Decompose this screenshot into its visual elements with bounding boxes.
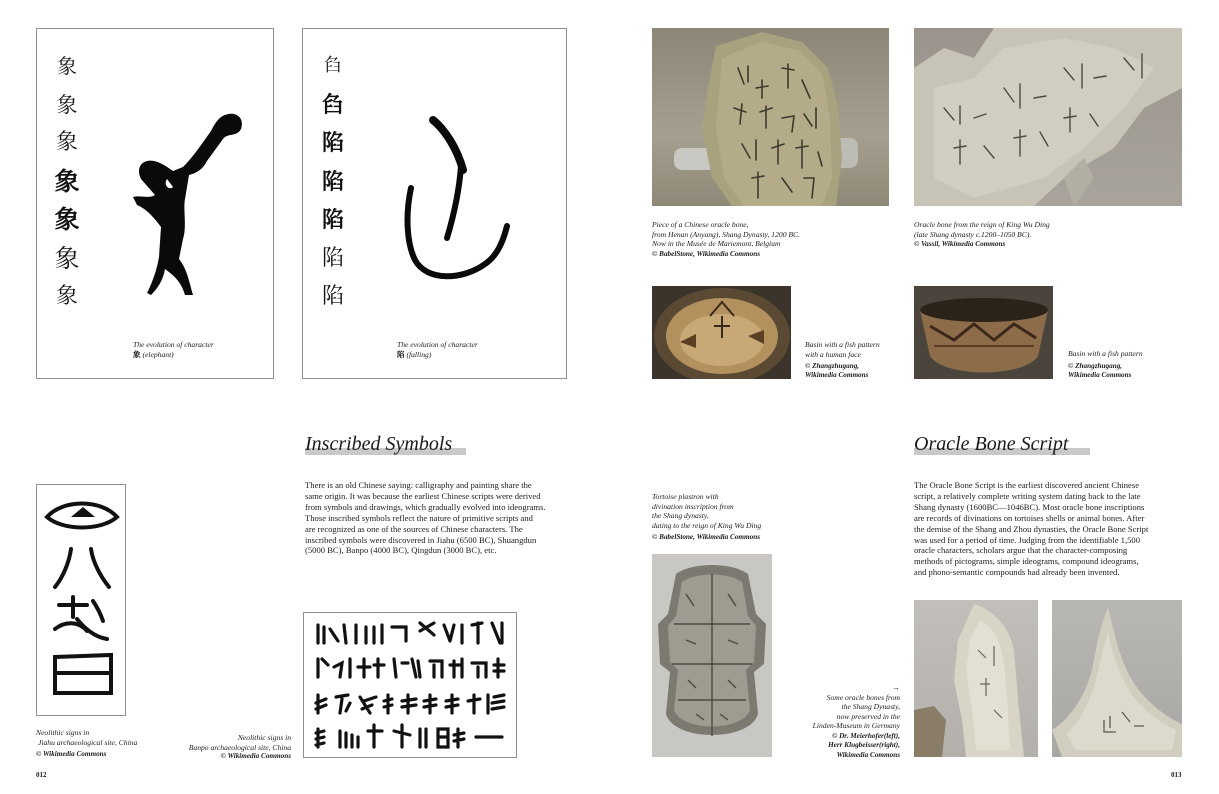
falling-evolution-panel (302, 28, 567, 379)
tortoise-caption-line: divination inscription from (652, 501, 734, 511)
tortoise-caption-line: Tortoise plastron with (652, 492, 719, 501)
basin-credit-1 (805, 362, 868, 381)
shang-bone-shape-left (914, 600, 1038, 757)
jiahu-caption-line: Jiahu archaeological site, China (38, 737, 138, 747)
falling-glyph: 陷 (321, 207, 344, 233)
page-number-left: 012 (36, 771, 47, 779)
falling-pictogram (403, 114, 515, 284)
shang-bones-credit-line: Herr Klugbeisser(right), (828, 741, 900, 750)
body-line: Shang dynasty (1600BC—1046BC). Most oracle bone inscriptions (914, 501, 1145, 512)
oracle-bone-photo-1 (652, 28, 889, 206)
falling-glyph: 陷 (321, 168, 344, 195)
body-line: Those inscribed symbols reflect the nature of primitive scripts and (305, 512, 533, 523)
falling-glyph: 臽 (321, 91, 344, 118)
body-line: script, a relatively complete writing system dating back to the late (914, 490, 1141, 501)
elephant-glyph-column (47, 47, 87, 317)
shang-bones-caption-line: Some oracle bones from (826, 692, 900, 702)
falling-caption-char: 陷 (397, 349, 405, 359)
oracle-bone-photo-2 (914, 28, 1182, 206)
jiahu-signs-panel (36, 484, 126, 716)
shang-bones-caption (770, 683, 900, 731)
basin-caption-line: with a human face (805, 349, 861, 359)
banpo-signs-drawing (312, 619, 510, 753)
basin-photo-1 (652, 286, 791, 379)
basin-shape-2 (914, 286, 1053, 379)
basin-caption-1 (805, 340, 905, 359)
shang-bones-caption-line: now preserved in the (836, 711, 900, 721)
shang-bones-credit (770, 732, 900, 760)
elephant-glyph: 象 (55, 284, 78, 309)
falling-caption-line: The evolution of character (397, 340, 478, 349)
jiahu-signs-drawing (43, 497, 121, 702)
elephant-evolution-panel (36, 28, 274, 379)
section-title-oracle-bone-script (914, 433, 1068, 456)
basin-caption-2 (1068, 349, 1168, 359)
body-line: are records of divinations on tortoises shells or animal bones. After (914, 512, 1145, 523)
tortoise-caption (652, 492, 822, 530)
oracle-bone-caption-1 (652, 220, 887, 249)
falling-caption (397, 340, 557, 359)
elephant-caption-char: 象 (133, 349, 141, 359)
page-number-right: 013 (1171, 771, 1182, 779)
section-title-inscribed-symbols (305, 433, 452, 456)
basin-photo-2 (914, 286, 1053, 379)
falling-glyph: 陷 (321, 245, 344, 271)
elephant-caption (133, 340, 273, 359)
basin-credit-2 (1068, 362, 1131, 381)
tortoise-plastron-shape (652, 554, 772, 757)
basin-caption-line: Basin with a fish pattern (1068, 349, 1143, 358)
banpo-credit: © Wikimedia Commons (220, 752, 291, 760)
oracle-bone-caption-line: Piece of a Chinese oracle bone, (652, 220, 749, 229)
body-line: There is an old Chinese saying: calligraphy and painting share the (305, 480, 532, 490)
body-line: are recognized as one of the sources of Chinese characters. The (305, 523, 523, 534)
jiahu-credit: © Wikimedia Commons (36, 750, 107, 758)
basin-shape-1 (652, 286, 791, 379)
arrow-right-icon: → (892, 683, 900, 692)
elephant-glyph: 象 (57, 54, 77, 78)
tortoise-plastron-photo (652, 554, 772, 757)
oracle-bone-caption-line: Now in the Musée de Mariemont, Belgium (652, 239, 781, 249)
elephant-glyph: 象 (54, 243, 80, 273)
jiahu-caption-line: Neolithic signs in (36, 728, 90, 737)
basin-caption-line: Basin with a fish pattern (805, 340, 880, 349)
oracle-bone-shape-2 (914, 28, 1182, 206)
section-title-text: Inscribed Symbols (305, 433, 453, 455)
body-line: from symbols and drawings, which gradually evolved into ideograms. (305, 501, 546, 512)
body-line: and phono-semantic compounds had already been invented. (914, 567, 1120, 578)
body-line: same origin. It was because the earliest Chinese scripts were derived (305, 490, 541, 501)
elephant-glyph: 象 (55, 130, 78, 155)
body-line: methods of pictograms, simple ideograms, compound ideograms, (914, 556, 1139, 567)
banpo-caption-line: Banpo archaeological site, China (188, 742, 291, 752)
basin-credit-line: © Zhangzhugang, (1068, 362, 1123, 370)
elephant-caption-line: The evolution of character (133, 340, 214, 349)
shang-bone-photo-left (914, 600, 1038, 757)
inscribed-symbols-body (305, 480, 590, 556)
body-line: was used for a period of time. Judging from the identifiable 1,500 (914, 534, 1141, 545)
section-title-text: Oracle Bone Script (914, 433, 1069, 455)
shang-bones-credit-line: © Dr. Meierhofer(left), (831, 732, 900, 740)
oracle-bone-shape-1 (652, 28, 889, 206)
elephant-pictogram (127, 109, 247, 299)
shang-bones-credit-line: Wikimedia Commons (836, 750, 900, 759)
basin-credit-line: Wikimedia Commons (805, 371, 869, 380)
falling-glyph: 臽 (324, 55, 342, 76)
oracle-bone-caption-2 (914, 220, 1180, 239)
tortoise-caption-line: dating to the reign of King Wu Ding (652, 520, 762, 530)
falling-caption-meaning: (falling) (406, 349, 432, 359)
body-line: The Oracle Bone Script is the earliest discovered ancient Chinese (914, 480, 1140, 490)
banpo-signs-panel (303, 612, 517, 758)
basin-credit-line: © Zhangzhugang, (805, 362, 860, 370)
basin-credit-line: Wikimedia Commons (1068, 371, 1132, 380)
oracle-bone-caption-line: (late Shang dynasty c.1200–1050 BC). (914, 229, 1032, 239)
elephant-glyph: 象 (54, 166, 80, 196)
shang-bone-shape-right (1052, 600, 1182, 757)
shang-bone-photo-right (1052, 600, 1182, 757)
oracle-bone-credit-2: © Vassil, Wikimedia Commons (914, 240, 1006, 248)
body-line: oracle characters, scholars argue that the character-composing (914, 545, 1128, 556)
elephant-glyph: 象 (54, 205, 80, 234)
shang-bones-caption-line: Linden-Museum in Germany (812, 721, 900, 731)
elephant-glyph: 象 (56, 92, 78, 117)
banpo-caption (150, 733, 291, 752)
body-line: inscribed symbols were discovered in Jiahu (6500 BC), Shuangdun (305, 534, 537, 545)
banpo-caption-line: Neolithic signs in (237, 733, 291, 742)
oracle-bone-script-body (914, 480, 1194, 578)
body-line: the demise of the Shang and Zhou dynasties, the Oracle Bone Script (914, 523, 1149, 534)
falling-glyph: 陷 (321, 284, 344, 309)
oracle-bone-caption-line: from Henan (Anyang), Shang Dynasty, 1200 BC. (652, 229, 800, 239)
falling-glyph: 陷 (321, 130, 344, 156)
body-line: (5000 BC), Banpo (4000 BC), Qingdun (3000 BC), etc. (305, 545, 497, 556)
oracle-bone-credit-1: © BabelStone, Wikimedia Commons (652, 250, 761, 258)
elephant-caption-meaning: (elephant) (142, 349, 174, 359)
tortoise-credit: © BabelStone, Wikimedia Commons (652, 533, 761, 541)
shang-bones-caption-line: the Shang Dynasty, (841, 702, 900, 712)
falling-glyph-column (313, 47, 353, 317)
oracle-bone-caption-line: Oracle bone from the reign of King Wu Ding (914, 220, 1050, 229)
tortoise-caption-line: the Shang dynasty, (652, 511, 709, 521)
